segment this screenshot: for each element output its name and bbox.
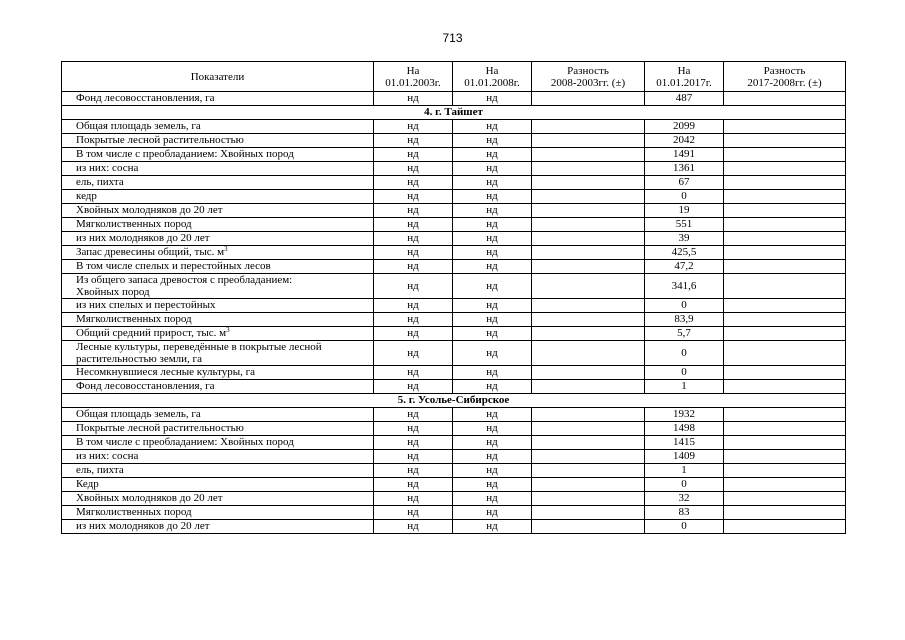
value-cell-col4 — [532, 190, 645, 204]
row-label-text: из них молодняков до 20 лет — [76, 232, 210, 244]
value-cell-col6 — [724, 274, 846, 299]
value-cell-col4 — [532, 92, 645, 106]
value-cell-col3: нд — [453, 232, 532, 246]
table-row — [62, 92, 846, 106]
row-label-text-line2: растительностью земли, га — [76, 353, 202, 365]
value-cell-col4 — [532, 464, 645, 478]
value-cell-col3: нд — [453, 148, 532, 162]
value-cell-col2: нд — [374, 134, 453, 148]
table-row — [62, 492, 846, 506]
value-cell-col4 — [532, 366, 645, 380]
value-cell-col5: 5,7 — [645, 327, 724, 341]
row-label — [62, 313, 374, 327]
row-label — [62, 176, 374, 190]
table-row — [62, 120, 846, 134]
value-cell-col5: 1409 — [645, 450, 724, 464]
header-2017: На 01.01.2017г. — [645, 62, 724, 92]
value-cell-col2: нд — [374, 450, 453, 464]
value-cell-col3: нд — [453, 246, 532, 260]
value-cell-col5: 19 — [645, 204, 724, 218]
table-row — [62, 422, 846, 436]
table-row — [62, 380, 846, 394]
row-label — [62, 436, 374, 450]
value-cell-col2: нд — [374, 246, 453, 260]
value-cell-col5: 1932 — [645, 408, 724, 422]
row-label — [62, 327, 374, 341]
table-row — [62, 274, 846, 299]
header-diff-2008-2003: Разность 2008-2003гг. (±) — [532, 62, 645, 92]
table-row — [62, 313, 846, 327]
row-label — [62, 274, 374, 299]
value-cell-col2: нд — [374, 218, 453, 232]
value-cell-col4 — [532, 299, 645, 313]
unit-superscript: 3 — [226, 326, 230, 334]
section-title: 4. г. Тайшет — [62, 106, 846, 120]
value-cell-col5: 551 — [645, 218, 724, 232]
row-label — [62, 218, 374, 232]
row-label-text: В том числе спелых и перестойных лесов — [76, 260, 271, 272]
value-cell-col4 — [532, 120, 645, 134]
value-cell-col2: нд — [374, 478, 453, 492]
value-cell-col3: нд — [453, 162, 532, 176]
value-cell-col3: нд — [453, 190, 532, 204]
value-cell-col6 — [724, 162, 846, 176]
value-cell-col3: нд — [453, 134, 532, 148]
table-row — [62, 436, 846, 450]
value-cell-col4 — [532, 492, 645, 506]
value-cell-col5: 2099 — [645, 120, 724, 134]
value-cell-col4 — [532, 176, 645, 190]
unit-superscript: 3 — [224, 245, 228, 253]
value-cell-col2: нд — [374, 492, 453, 506]
header-2003: На 01.01.2003г. — [374, 62, 453, 92]
value-cell-col5: 0 — [645, 190, 724, 204]
table-row — [62, 190, 846, 204]
row-label-text: Несомкнувшиеся лесные культуры, га — [76, 366, 256, 378]
value-cell-col4 — [532, 478, 645, 492]
value-cell-col5: 2042 — [645, 134, 724, 148]
value-cell-col3: нд — [453, 176, 532, 190]
table-row — [62, 478, 846, 492]
row-label-text: ель, пихта — [76, 464, 124, 476]
value-cell-col4 — [532, 204, 645, 218]
row-label-text: Общий средний прирост, тыс. м — [76, 327, 227, 339]
row-label — [62, 478, 374, 492]
value-cell-col2: нд — [374, 162, 453, 176]
value-cell-col2: нд — [374, 408, 453, 422]
value-cell-col2: нд — [374, 176, 453, 190]
table-row — [62, 450, 846, 464]
table-row — [62, 520, 846, 534]
value-cell-col6 — [724, 450, 846, 464]
row-label-text: Из общего запаса древостоя с преобладанием: — [76, 274, 293, 286]
forest-indicators-table — [61, 61, 846, 534]
value-cell-col3: нд — [453, 92, 532, 106]
value-cell-col4 — [532, 506, 645, 520]
value-cell-col2: нд — [374, 520, 453, 534]
table-row — [62, 408, 846, 422]
row-label-text: из них молодняков до 20 лет — [76, 520, 210, 532]
value-cell-col4 — [532, 232, 645, 246]
row-label-text: из них спелых и перестойных — [76, 299, 216, 311]
row-label — [62, 260, 374, 274]
table-row — [62, 260, 846, 274]
value-cell-col3: нд — [453, 422, 532, 436]
row-label-text: из них: сосна — [76, 162, 139, 174]
row-label-text: ель, пихта — [76, 176, 124, 188]
value-cell-col6 — [724, 204, 846, 218]
value-cell-col3: нд — [453, 506, 532, 520]
value-cell-col5: 1 — [645, 380, 724, 394]
value-cell-col2: нд — [374, 341, 453, 366]
table-row — [62, 246, 846, 260]
row-label-text: Общая площадь земель, га — [76, 408, 201, 420]
row-label — [62, 92, 374, 106]
value-cell-col3: нд — [453, 366, 532, 380]
row-label — [62, 190, 374, 204]
value-cell-col2: нд — [374, 190, 453, 204]
value-cell-col4 — [532, 162, 645, 176]
value-cell-col5: 487 — [645, 92, 724, 106]
row-label-text: В том числе с преобладанием: Хвойных пород — [76, 436, 294, 448]
value-cell-col4 — [532, 380, 645, 394]
value-cell-col6 — [724, 408, 846, 422]
value-cell-col3: нд — [453, 436, 532, 450]
section-title: 5. г. Усолье-Сибирское — [62, 394, 846, 408]
row-label-text: Фонд лесовосстановления, га — [76, 92, 215, 104]
value-cell-col6 — [724, 246, 846, 260]
value-cell-col2: нд — [374, 299, 453, 313]
value-cell-col5: 1498 — [645, 422, 724, 436]
value-cell-col6 — [724, 380, 846, 394]
table-body — [62, 92, 846, 534]
value-cell-col4 — [532, 520, 645, 534]
table-row — [62, 366, 846, 380]
table-row — [62, 299, 846, 313]
value-cell-col2: нд — [374, 327, 453, 341]
value-cell-col6 — [724, 120, 846, 134]
header-2008: На 01.01.2008г. — [453, 62, 532, 92]
value-cell-col6 — [724, 176, 846, 190]
row-label-text: кедр — [76, 190, 97, 202]
value-cell-col5: 0 — [645, 341, 724, 366]
table-row — [62, 341, 846, 366]
row-label-text: Мягколиственных пород — [76, 218, 192, 230]
value-cell-col6 — [724, 422, 846, 436]
row-label-text-line2: Хвойных пород — [76, 286, 150, 298]
value-cell-col6 — [724, 148, 846, 162]
value-cell-col3: нд — [453, 313, 532, 327]
value-cell-col6 — [724, 260, 846, 274]
value-cell-col5: 0 — [645, 366, 724, 380]
table-row — [62, 134, 846, 148]
value-cell-col3: нд — [453, 274, 532, 299]
value-cell-col4 — [532, 218, 645, 232]
value-cell-col5: 83,9 — [645, 313, 724, 327]
row-label — [62, 134, 374, 148]
row-label — [62, 148, 374, 162]
value-cell-col4 — [532, 408, 645, 422]
value-cell-col4 — [532, 274, 645, 299]
row-label-text: В том числе с преобладанием: Хвойных пород — [76, 148, 294, 160]
row-label-text: Мягколиственных пород — [76, 313, 192, 325]
row-label — [62, 366, 374, 380]
row-label — [62, 380, 374, 394]
value-cell-col6 — [724, 506, 846, 520]
section-header-row — [62, 394, 846, 408]
value-cell-col5: 47,2 — [645, 260, 724, 274]
table-row — [62, 218, 846, 232]
value-cell-col3: нд — [453, 204, 532, 218]
value-cell-col5: 425,5 — [645, 246, 724, 260]
value-cell-col6 — [724, 341, 846, 366]
value-cell-col3: нд — [453, 450, 532, 464]
value-cell-col2: нд — [374, 422, 453, 436]
value-cell-col3: нд — [453, 520, 532, 534]
value-cell-col3: нд — [453, 380, 532, 394]
table-row — [62, 464, 846, 478]
table-header-row — [62, 62, 846, 92]
row-label — [62, 520, 374, 534]
row-label-text: из них: сосна — [76, 450, 139, 462]
row-label-text: Фонд лесовосстановления, га — [76, 380, 215, 392]
value-cell-col5: 1 — [645, 464, 724, 478]
value-cell-col6 — [724, 492, 846, 506]
row-label — [62, 492, 374, 506]
value-cell-col3: нд — [453, 408, 532, 422]
value-cell-col4 — [532, 148, 645, 162]
value-cell-col3: нд — [453, 492, 532, 506]
row-label-text: Запас древесины общий, тыс. м — [76, 246, 225, 258]
value-cell-col6 — [724, 478, 846, 492]
value-cell-col4 — [532, 436, 645, 450]
value-cell-col3: нд — [453, 218, 532, 232]
row-label-text: Покрытые лесной растительностью — [76, 422, 244, 434]
row-label-text: Общая площадь земель, га — [76, 120, 201, 132]
value-cell-col2: нд — [374, 92, 453, 106]
value-cell-col4 — [532, 341, 645, 366]
value-cell-col2: нд — [374, 506, 453, 520]
row-label — [62, 204, 374, 218]
value-cell-col6 — [724, 366, 846, 380]
value-cell-col2: нд — [374, 120, 453, 134]
table-row — [62, 204, 846, 218]
row-label — [62, 450, 374, 464]
value-cell-col4 — [532, 260, 645, 274]
row-label — [62, 408, 374, 422]
row-label — [62, 506, 374, 520]
value-cell-col6 — [724, 232, 846, 246]
value-cell-col6 — [724, 436, 846, 450]
value-cell-col5: 1415 — [645, 436, 724, 450]
value-cell-col6 — [724, 134, 846, 148]
table-row — [62, 506, 846, 520]
value-cell-col6 — [724, 520, 846, 534]
value-cell-col5: 32 — [645, 492, 724, 506]
table-row — [62, 148, 846, 162]
value-cell-col2: нд — [374, 274, 453, 299]
value-cell-col5: 1491 — [645, 148, 724, 162]
row-label — [62, 422, 374, 436]
value-cell-col3: нд — [453, 341, 532, 366]
value-cell-col5: 341,6 — [645, 274, 724, 299]
value-cell-col4 — [532, 246, 645, 260]
value-cell-col3: нд — [453, 299, 532, 313]
row-label — [62, 341, 374, 366]
value-cell-col2: нд — [374, 366, 453, 380]
value-cell-col5: 83 — [645, 506, 724, 520]
row-label — [62, 246, 374, 260]
value-cell-col5: 39 — [645, 232, 724, 246]
value-cell-col5: 0 — [645, 478, 724, 492]
value-cell-col2: нд — [374, 204, 453, 218]
value-cell-col3: нд — [453, 120, 532, 134]
header-diff-2017-2008: Разность 2017-2008гг. (±) — [724, 62, 846, 92]
value-cell-col2: нд — [374, 260, 453, 274]
value-cell-col6 — [724, 218, 846, 232]
value-cell-col5: 0 — [645, 299, 724, 313]
table-row — [62, 176, 846, 190]
value-cell-col2: нд — [374, 148, 453, 162]
value-cell-col5: 0 — [645, 520, 724, 534]
value-cell-col4 — [532, 134, 645, 148]
row-label-text: Мягколиственных пород — [76, 506, 192, 518]
value-cell-col6 — [724, 299, 846, 313]
header-indicators: Показатели — [62, 62, 374, 92]
row-label — [62, 120, 374, 134]
value-cell-col2: нд — [374, 464, 453, 478]
row-label-text: Хвойных молодняков до 20 лет — [76, 492, 223, 504]
value-cell-col5: 67 — [645, 176, 724, 190]
page-number: 713 — [442, 31, 463, 45]
value-cell-col4 — [532, 327, 645, 341]
value-cell-col2: нд — [374, 232, 453, 246]
row-label — [62, 162, 374, 176]
table-row — [62, 232, 846, 246]
value-cell-col4 — [532, 450, 645, 464]
row-label-text: Покрытые лесной растительностью — [76, 134, 244, 146]
table-row — [62, 162, 846, 176]
row-label-text: Хвойных молодняков до 20 лет — [76, 204, 223, 216]
value-cell-col2: нд — [374, 380, 453, 394]
value-cell-col6 — [724, 464, 846, 478]
value-cell-col6 — [724, 313, 846, 327]
row-label — [62, 299, 374, 313]
value-cell-col3: нд — [453, 464, 532, 478]
row-label-text: Кедр — [76, 478, 99, 490]
value-cell-col3: нд — [453, 478, 532, 492]
value-cell-col3: нд — [453, 260, 532, 274]
value-cell-col2: нд — [374, 313, 453, 327]
section-header-row — [62, 106, 846, 120]
value-cell-col2: нд — [374, 436, 453, 450]
value-cell-col6 — [724, 92, 846, 106]
value-cell-col4 — [532, 313, 645, 327]
table-row — [62, 327, 846, 341]
value-cell-col6 — [724, 190, 846, 204]
value-cell-col3: нд — [453, 327, 532, 341]
value-cell-col4 — [532, 422, 645, 436]
row-label — [62, 464, 374, 478]
row-label-text: Лесные культуры, переведённые в покрытые лесной — [76, 341, 322, 353]
value-cell-col6 — [724, 327, 846, 341]
value-cell-col5: 1361 — [645, 162, 724, 176]
row-label — [62, 232, 374, 246]
